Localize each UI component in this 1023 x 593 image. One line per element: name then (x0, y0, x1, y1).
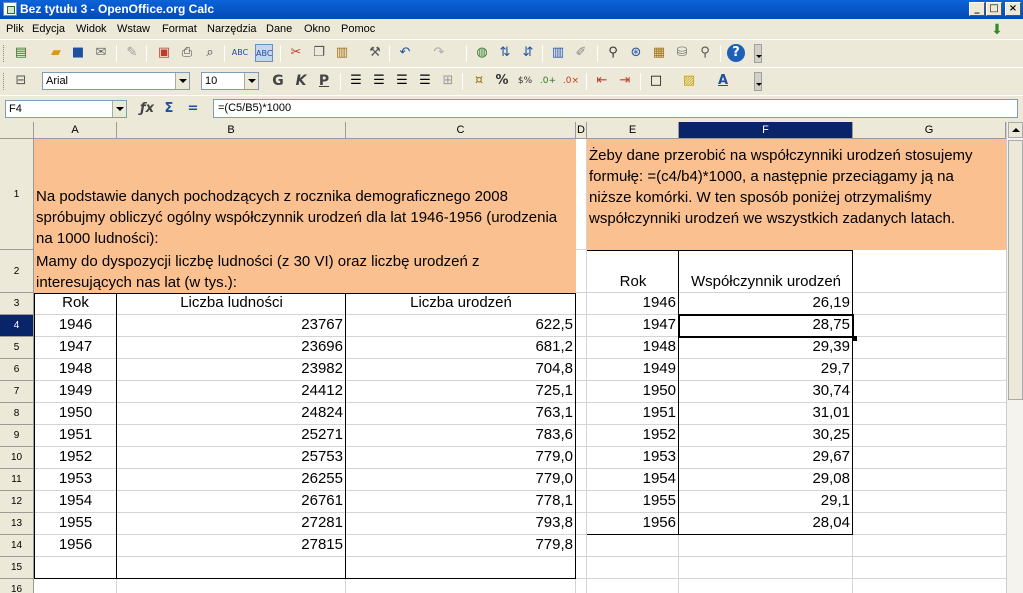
toolbar-separator (462, 73, 463, 90)
chevron-down-icon[interactable] (175, 73, 189, 89)
fill-handle[interactable] (852, 336, 857, 341)
cell-liczba-urodzen[interactable]: 681,2 (535, 338, 573, 355)
function-wizard-icon[interactable]: ƒx (139, 101, 155, 116)
show-draw-functions-icon[interactable]: ✐ (575, 45, 587, 60)
row-header[interactable]: 14 (0, 535, 34, 557)
table-border (116, 293, 117, 579)
justify-icon[interactable]: ☰ (419, 73, 431, 88)
cell-rok-right[interactable]: 1949 (642, 360, 676, 377)
undo-icon[interactable]: ↶ (399, 45, 411, 60)
toolbar-options-icon[interactable] (754, 72, 762, 91)
name-box-value: F4 (9, 103, 22, 115)
increase-indent-icon[interactable]: ⇥ (619, 73, 631, 88)
toolbar-separator (116, 45, 117, 62)
cell-rok[interactable]: 1948 (58, 360, 93, 377)
row-header[interactable]: 11 (0, 469, 34, 491)
cell-a1-text[interactable]: Na podstawie danych pochodzących z rocznika demograficznego 2008 spróbujmy obliczyć ogólny współczynnik urodzeń dla lat 1946-1956 (urodzenia na 1000 ludności): (36, 188, 558, 247)
table-border (587, 250, 853, 251)
row-header[interactable]: 2 (0, 250, 34, 293)
grid-line (34, 468, 1006, 469)
find-replace-icon[interactable]: ⚲ (608, 45, 618, 60)
cell-wspolczynnik[interactable]: 28,75 (812, 316, 850, 333)
cell-rok[interactable]: 1952 (58, 448, 93, 465)
row-header[interactable]: 8 (0, 403, 34, 425)
table-border (587, 534, 853, 535)
cell-rok-right[interactable]: 1952 (642, 426, 676, 443)
scroll-up-icon[interactable] (1008, 122, 1023, 138)
cell-rok[interactable]: 1953 (58, 470, 93, 487)
format-paintbrush-icon[interactable]: ⚒ (369, 45, 381, 60)
menu-dane[interactable]: Dane (266, 23, 293, 35)
align-right-icon[interactable]: ☰ (396, 73, 408, 88)
cell-rok[interactable]: 1951 (58, 426, 93, 443)
cell-liczba-ludnosci[interactable]: 26761 (301, 492, 343, 509)
cell-liczba-ludnosci[interactable]: 23767 (301, 316, 343, 333)
cell-rok-right[interactable]: 1953 (642, 448, 676, 465)
cell-a2-text[interactable]: Mamy do dyspozycji liczbę ludności (z 30 VI) oraz liczbę urodzeń z interesujących nas lat (w tys.): (36, 253, 480, 291)
hyperlink-icon[interactable]: ◍ (476, 45, 488, 60)
cell-liczba-urodzen[interactable]: 622,5 (535, 316, 573, 333)
toolbar-separator (640, 73, 641, 90)
font-size-value: 10 (205, 75, 218, 87)
cell-rok-right[interactable]: 1956 (642, 514, 676, 531)
cell-liczba-ludnosci[interactable]: 25271 (301, 426, 343, 443)
row-header[interactable]: 9 (0, 425, 34, 447)
menu-okno[interactable]: Okno (304, 23, 331, 35)
cell-wspolczynnik[interactable]: 31,01 (812, 404, 850, 421)
grid-line (34, 512, 1006, 513)
toolbar-options-icon[interactable] (754, 44, 762, 63)
cell-e1-text[interactable]: Żeby dane przerobić na współczynniki urodzeń stosujemy formułę: =(c4/b4)*1000, a następnie przeciągamy ją na niższe komórki. W ten sposób poniżej otrzymaliśmy współczynniki urodzeń we wszystkich zadanych latach. (589, 147, 973, 227)
formula-input[interactable]: =(C5/B5)*1000 (213, 99, 1018, 118)
cell-wspolczynnik[interactable]: 29,08 (812, 470, 850, 487)
redo-icon[interactable]: ↷ (433, 45, 445, 60)
cell-rok[interactable]: 1955 (58, 514, 93, 531)
toolbar-separator (466, 45, 467, 62)
menu-edycja[interactable]: Edycja (32, 23, 66, 35)
add-decimal-icon[interactable]: .0+ (539, 76, 557, 86)
grid-line (34, 358, 1006, 359)
grid-line (34, 424, 1006, 425)
cell-rok-right[interactable]: 1955 (642, 492, 676, 509)
cell-rok-right[interactable]: 1946 (642, 294, 676, 311)
navigator-icon[interactable]: ⊛ (630, 45, 642, 60)
row-header[interactable]: 7 (0, 381, 34, 403)
toolbar-grip[interactable] (3, 45, 6, 62)
menu-narzedzia[interactable]: Narzędzia (207, 23, 257, 35)
cell-liczba-ludnosci[interactable]: 25753 (301, 448, 343, 465)
name-box[interactable] (5, 100, 127, 118)
menu-widok[interactable]: Widok (76, 23, 107, 35)
autospellcheck-icon[interactable]: ABC (255, 44, 273, 62)
download-update-icon[interactable]: ⬇ (991, 21, 1003, 37)
font-name-combo[interactable] (42, 72, 190, 90)
cell-liczba-ludnosci[interactable]: 26255 (301, 470, 343, 487)
help-icon[interactable]: ? (727, 44, 745, 62)
cell-liczba-urodzen[interactable]: 763,1 (535, 404, 573, 421)
row-header[interactable]: 10 (0, 447, 34, 469)
italic-button[interactable]: K (295, 73, 307, 89)
close-button[interactable]: × (1005, 2, 1021, 16)
cell-wspolczynnik[interactable]: 29,67 (812, 448, 850, 465)
cell-rok-right[interactable]: 1947 (642, 316, 676, 333)
toolbar-separator (720, 45, 721, 62)
percent-format-icon[interactable]: % (495, 73, 509, 88)
cell-rok[interactable]: 1954 (58, 492, 93, 509)
header-liczba-ludnosci[interactable]: Liczba ludności (180, 294, 283, 311)
cell-rok-right[interactable]: 1954 (642, 470, 676, 487)
cell-rok-right[interactable]: 1948 (642, 338, 676, 355)
grid-line (34, 336, 1006, 337)
table-border (575, 293, 576, 579)
background-color-icon[interactable]: ▨ (682, 73, 696, 88)
decrease-indent-icon[interactable]: ⇤ (596, 73, 608, 88)
grid-line (34, 314, 1006, 315)
spreadsheet-grid[interactable] (0, 122, 1023, 593)
formatting-toolbar (0, 67, 1023, 94)
underline-button[interactable]: P (318, 73, 330, 89)
formula-bar (0, 95, 1023, 121)
header-rok[interactable]: Rok (62, 294, 89, 311)
column-header-a[interactable]: A (34, 122, 117, 139)
cell-wspolczynnik[interactable]: 26,19 (812, 294, 850, 311)
window-title: Bez tytułu 3 - OpenOffice.org Calc (20, 2, 215, 16)
cell-liczba-urodzen[interactable]: 779,8 (535, 536, 573, 553)
font-size-combo[interactable] (201, 72, 259, 90)
calc-app-icon (3, 2, 17, 16)
cell-liczba-ludnosci[interactable]: 24412 (301, 382, 343, 399)
email-icon[interactable]: ✉ (95, 45, 107, 60)
edit-file-icon[interactable]: ✎ (126, 45, 138, 60)
cell-wspolczynnik[interactable]: 28,04 (812, 514, 850, 531)
cell-rok-right[interactable]: 1951 (642, 404, 676, 421)
grid-line (34, 534, 1006, 535)
row-header[interactable]: 5 (0, 337, 34, 359)
menu-format[interactable]: Format (162, 23, 197, 35)
table-border (678, 250, 679, 535)
cell-wspolczynnik[interactable]: 30,74 (812, 382, 850, 399)
toolbar-separator (586, 73, 587, 90)
menu-plik[interactable]: Plik (6, 23, 24, 35)
column-header-d[interactable]: D (576, 122, 587, 139)
grid-line (34, 446, 1006, 447)
header-rok-right[interactable]: Rok (619, 273, 647, 290)
cell-liczba-urodzen[interactable]: 725,1 (535, 382, 573, 399)
row-header[interactable]: 12 (0, 491, 34, 513)
toolbar-separator (224, 45, 225, 62)
currency-format-icon[interactable]: ¤ (474, 73, 484, 88)
grid-line (34, 490, 1006, 491)
zoom-icon[interactable]: ⚲ (700, 45, 710, 60)
chevron-down-icon[interactable] (244, 73, 258, 89)
toolbar-separator (340, 73, 341, 90)
cell-liczba-urodzen[interactable]: 793,8 (535, 514, 573, 531)
table-border (34, 293, 35, 579)
grid-line (34, 380, 1006, 381)
cell-rok[interactable]: 1950 (58, 404, 93, 421)
header-wspolczynnik[interactable]: Współczynnik urodzeń (690, 273, 842, 290)
cell-wspolczynnik[interactable]: 29,1 (820, 492, 850, 509)
chevron-down-icon[interactable] (112, 101, 126, 117)
insert-chart-icon[interactable]: ▥ (551, 45, 565, 60)
grid-line (34, 402, 1006, 403)
open-folder-icon[interactable]: ▰ (51, 45, 61, 60)
toolbar-grip[interactable] (3, 73, 6, 90)
save-icon[interactable]: ■ (71, 45, 85, 60)
paste-icon[interactable]: ▥ (335, 45, 349, 60)
menu-bar (0, 19, 1023, 39)
cell-liczba-ludnosci[interactable]: 24824 (301, 404, 343, 421)
row-header[interactable]: 6 (0, 359, 34, 381)
new-document-icon[interactable]: ▤ (14, 45, 28, 60)
cell-rok[interactable]: 1946 (58, 316, 93, 333)
cell-rok[interactable]: 1956 (58, 536, 93, 553)
row-header[interactable]: 1 (0, 139, 34, 250)
row-header[interactable]: 13 (0, 513, 34, 535)
select-all-corner[interactable] (0, 122, 34, 139)
cell-liczba-urodzen[interactable]: 779,0 (535, 470, 573, 487)
maximize-button[interactable]: □ (986, 2, 1002, 16)
print-preview-icon[interactable]: ⌕ (206, 45, 214, 60)
active-cell-cursor[interactable] (678, 314, 854, 338)
cell-liczba-urodzen[interactable]: 783,6 (535, 426, 573, 443)
cell-liczba-urodzen[interactable]: 778,1 (535, 492, 573, 509)
row-header[interactable]: 3 (0, 293, 34, 315)
cell-liczba-urodzen[interactable]: 704,8 (535, 360, 573, 377)
column-header-g[interactable]: G (853, 122, 1006, 139)
minimize-button[interactable]: _ (969, 2, 985, 16)
standard-toolbar (0, 39, 1023, 66)
sum-icon[interactable]: Σ (164, 101, 174, 116)
menu-wstaw[interactable]: Wstaw (117, 23, 150, 35)
cell-rok[interactable]: 1947 (58, 338, 93, 355)
cell-rok-right[interactable]: 1950 (642, 382, 676, 399)
header-liczba-urodzen[interactable]: Liczba urodzeń (410, 294, 512, 311)
cell-wspolczynnik[interactable]: 30,25 (812, 426, 850, 443)
toolbar-separator (389, 45, 390, 62)
sort-ascending-icon[interactable]: ⇅ (499, 45, 511, 60)
table-border (345, 293, 346, 579)
cell-wspolczynnik[interactable]: 29,7 (820, 360, 850, 377)
grid-line (34, 556, 1006, 557)
cell-liczba-ludnosci[interactable]: 23982 (301, 360, 343, 377)
cell-liczba-ludnosci[interactable]: 23696 (301, 338, 343, 355)
column-header-c[interactable]: C (346, 122, 576, 139)
styles-icon[interactable]: ⊟ (15, 73, 27, 88)
row-header[interactable]: 15 (0, 557, 34, 579)
delete-decimal-icon[interactable]: .0× (562, 76, 580, 86)
table-border (852, 250, 853, 535)
column-header-f[interactable]: F (679, 122, 853, 139)
font-name-value: Arial (46, 75, 69, 87)
toolbar-separator (280, 45, 281, 62)
spellcheck-icon[interactable]: ABC (231, 48, 249, 57)
standard-format-icon[interactable]: $% (517, 76, 533, 86)
equals-icon[interactable]: = (187, 101, 199, 116)
cell-rok[interactable]: 1949 (58, 382, 93, 399)
merge-cells-icon[interactable]: ⊞ (442, 73, 454, 88)
cell-wspolczynnik[interactable]: 29,39 (812, 338, 850, 355)
sort-descending-icon[interactable]: ⇵ (522, 45, 534, 60)
gallery-icon[interactable]: ▦ (652, 45, 666, 60)
data-sources-icon[interactable]: ⛁ (676, 45, 688, 60)
cell-liczba-ludnosci[interactable]: 27281 (301, 514, 343, 531)
vertical-scrollbar[interactable] (1006, 122, 1023, 593)
export-pdf-icon[interactable]: ▣ (157, 45, 171, 60)
print-icon[interactable]: ⎙ (181, 45, 193, 60)
column-header-b[interactable]: B (117, 122, 346, 139)
bold-button[interactable]: G (272, 73, 284, 89)
cut-icon[interactable]: ✂ (290, 45, 302, 60)
align-center-icon[interactable]: ☰ (373, 73, 385, 88)
toolbar-separator (146, 45, 147, 62)
borders-icon[interactable]: □ (649, 73, 663, 88)
scrollbar-thumb[interactable] (1008, 140, 1023, 400)
row-header[interactable]: 16 (0, 579, 34, 593)
cell-liczba-urodzen[interactable]: 779,0 (535, 448, 573, 465)
row-header[interactable]: 4 (0, 315, 34, 337)
font-color-icon[interactable]: A (717, 73, 729, 88)
title-bar (0, 0, 1023, 19)
cell-liczba-ludnosci[interactable]: 27815 (301, 536, 343, 553)
align-left-icon[interactable]: ☰ (350, 73, 362, 88)
toolbar-separator (542, 45, 543, 62)
copy-icon[interactable]: ❐ (313, 45, 325, 60)
menu-pomoc[interactable]: Pomoc (341, 23, 376, 35)
toolbar-separator (597, 45, 598, 62)
column-header-e[interactable]: E (587, 122, 679, 139)
